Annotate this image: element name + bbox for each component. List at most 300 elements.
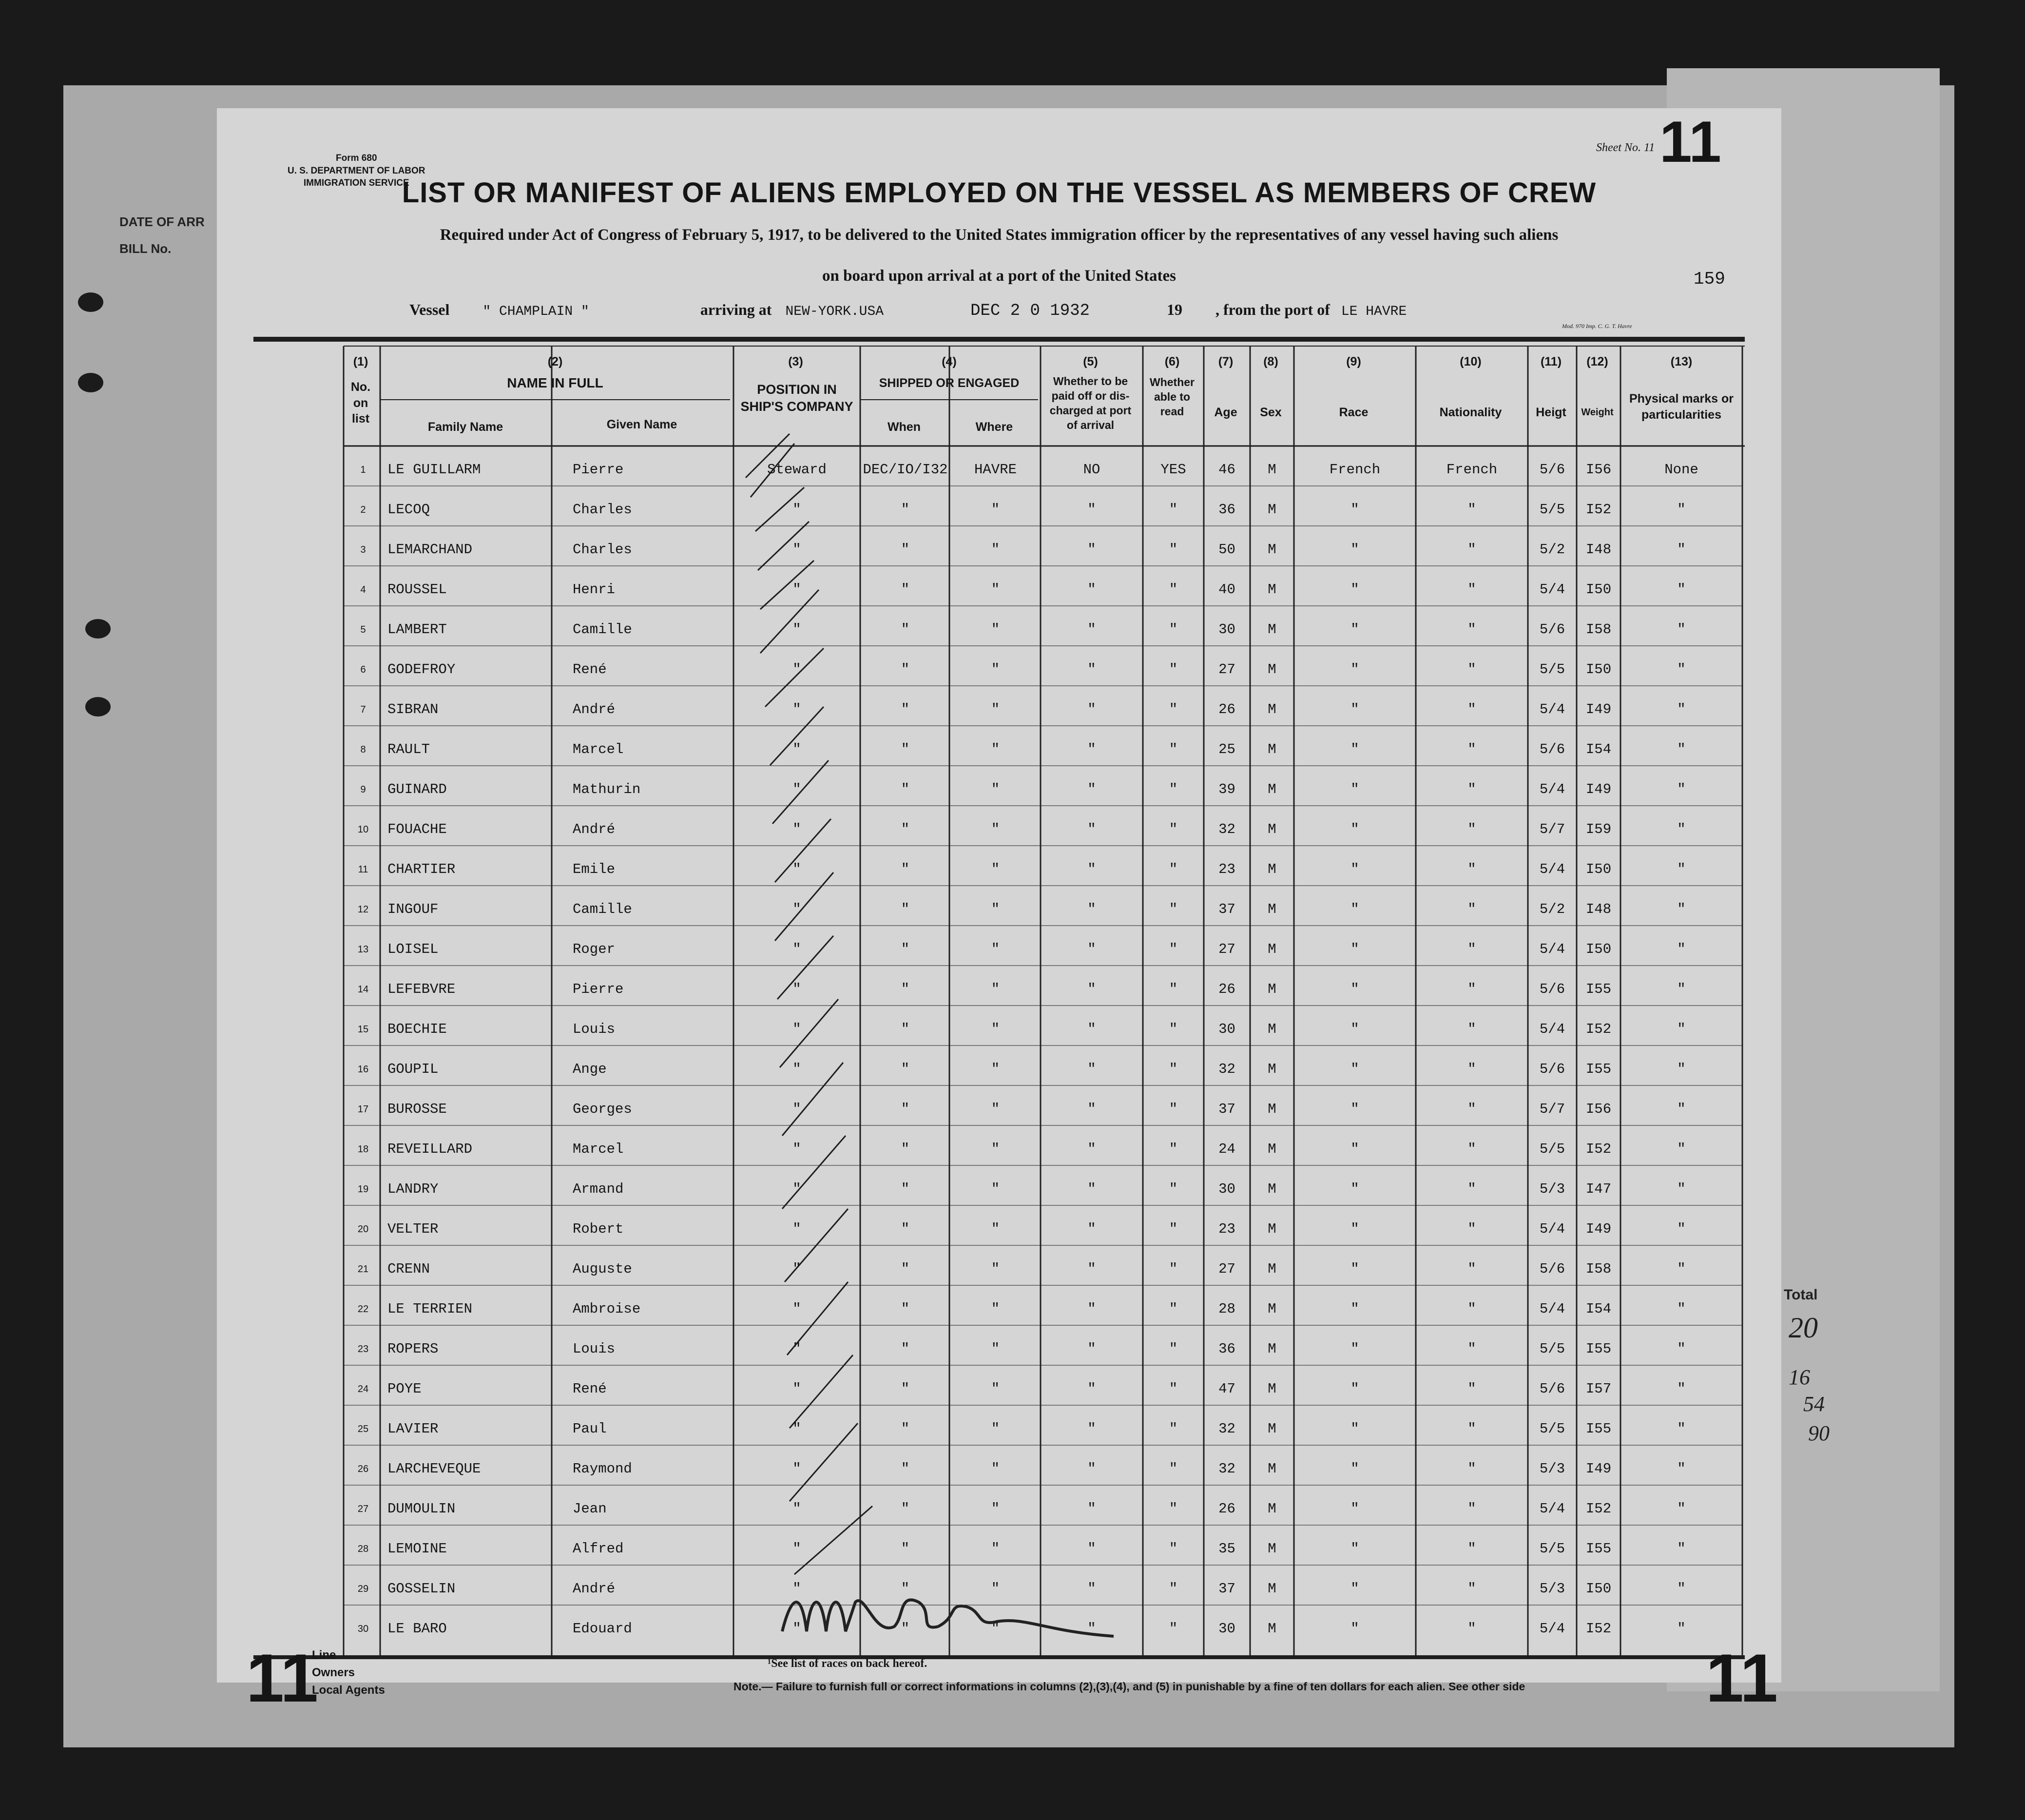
family-name: GOUPIL bbox=[387, 1061, 439, 1077]
col-11-number: (11) bbox=[1540, 355, 1562, 368]
nationality: " bbox=[1467, 1461, 1476, 1477]
age: 47 bbox=[1218, 1381, 1235, 1397]
given-name: Ange bbox=[573, 1061, 607, 1077]
given-name: Armand bbox=[573, 1181, 624, 1197]
weight: I56 bbox=[1585, 1101, 1612, 1117]
given-name: Louis bbox=[573, 1341, 616, 1357]
age: 23 bbox=[1218, 861, 1235, 877]
nationality: " bbox=[1467, 1181, 1476, 1197]
paid-off: " bbox=[1087, 1221, 1096, 1237]
weight: I50 bbox=[1585, 581, 1612, 598]
totals-label: Total bbox=[1784, 1287, 1818, 1303]
physical-marks: " bbox=[1677, 1061, 1686, 1077]
physical-marks: " bbox=[1677, 1301, 1686, 1317]
from-label: , from the port of bbox=[1215, 301, 1330, 318]
physical-marks: " bbox=[1677, 741, 1686, 757]
race: " bbox=[1350, 1341, 1359, 1357]
age: 40 bbox=[1218, 581, 1235, 598]
sex: M bbox=[1268, 701, 1276, 717]
shipped-when: " bbox=[901, 1501, 910, 1517]
races-note: ¹See list of races on back hereof. bbox=[768, 1657, 927, 1670]
row-number: 12 bbox=[357, 904, 369, 915]
weight: I57 bbox=[1585, 1381, 1612, 1397]
row-number: 17 bbox=[357, 1104, 369, 1115]
page-title: LIST OR MANIFEST OF ALIENS EMPLOYED ON THE VESSEL AS MEMBERS OF CREW bbox=[402, 177, 1597, 209]
row-number: 5 bbox=[360, 624, 366, 635]
nationality: " bbox=[1467, 1541, 1476, 1557]
shipped-when: " bbox=[901, 1381, 910, 1397]
given-name: Marcel bbox=[573, 741, 624, 757]
line-label: Line bbox=[312, 1648, 336, 1662]
date-stamp: DEC 2 0 1932 bbox=[970, 302, 1090, 320]
sex: M bbox=[1268, 542, 1276, 558]
age: 30 bbox=[1218, 1021, 1235, 1037]
nationality: " bbox=[1467, 1501, 1476, 1517]
paid-off: " bbox=[1087, 901, 1096, 917]
given-name: Georges bbox=[573, 1101, 632, 1117]
sex: M bbox=[1268, 1221, 1276, 1237]
position: " bbox=[792, 1341, 801, 1357]
family-name: GOSSELIN bbox=[387, 1581, 456, 1597]
row-number: 10 bbox=[357, 824, 369, 835]
given-name: Jean bbox=[573, 1501, 607, 1517]
nationality: " bbox=[1467, 1621, 1476, 1637]
nationality: " bbox=[1467, 1581, 1476, 1597]
age: 32 bbox=[1218, 1061, 1235, 1077]
shipped-where: " bbox=[991, 1341, 1000, 1357]
sex: M bbox=[1268, 861, 1276, 877]
height: 5/4 bbox=[1539, 1301, 1565, 1317]
weight: I52 bbox=[1585, 1501, 1612, 1517]
weight: I50 bbox=[1585, 861, 1612, 877]
row-number: 8 bbox=[360, 744, 366, 755]
race: " bbox=[1350, 861, 1359, 877]
shipped-when: " bbox=[901, 502, 910, 518]
paid-off: " bbox=[1087, 781, 1096, 797]
shipped-where: " bbox=[991, 781, 1000, 797]
weight: I52 bbox=[1585, 1141, 1612, 1157]
nationality: " bbox=[1467, 542, 1476, 558]
shipped-where: " bbox=[991, 1221, 1000, 1237]
age: 26 bbox=[1218, 981, 1235, 997]
sheet-number-bottom-right: 11 bbox=[1706, 1640, 1778, 1716]
col-2-number: (2) bbox=[547, 355, 563, 368]
family-name: LAMBERT bbox=[387, 621, 447, 638]
height: 5/4 bbox=[1539, 701, 1565, 717]
given-name: Alfred bbox=[573, 1541, 624, 1557]
position: " bbox=[792, 901, 801, 917]
family-name: FOUACHE bbox=[387, 821, 447, 837]
age: 39 bbox=[1218, 781, 1235, 797]
weight: I55 bbox=[1585, 1541, 1612, 1557]
able-to-read: " bbox=[1169, 1381, 1178, 1397]
binder-hole bbox=[85, 697, 111, 716]
position: " bbox=[792, 1461, 801, 1477]
given-name: René bbox=[573, 661, 607, 678]
shipped-when: " bbox=[901, 1341, 910, 1357]
position: " bbox=[792, 1181, 801, 1197]
nationality: " bbox=[1467, 581, 1476, 598]
shipped-when: " bbox=[901, 1141, 910, 1157]
row-number: 16 bbox=[357, 1064, 369, 1075]
col-6-header: Whether able to read bbox=[1150, 376, 1195, 418]
row-number: 21 bbox=[357, 1264, 369, 1275]
weight: I49 bbox=[1585, 781, 1612, 797]
sex: M bbox=[1268, 1461, 1276, 1477]
height: 5/7 bbox=[1539, 1101, 1565, 1117]
race: " bbox=[1350, 901, 1359, 917]
able-to-read: " bbox=[1169, 1141, 1178, 1157]
sex: M bbox=[1268, 661, 1276, 678]
age: 36 bbox=[1218, 502, 1235, 518]
shipped-when: " bbox=[901, 1021, 910, 1037]
shipped-where: " bbox=[991, 1501, 1000, 1517]
col-9-header: Race bbox=[1339, 406, 1369, 419]
age: 27 bbox=[1218, 661, 1235, 678]
vessel-name: " CHAMPLAIN " bbox=[482, 304, 589, 319]
family-name: LE BARO bbox=[387, 1621, 447, 1637]
shipped-where: " bbox=[991, 701, 1000, 717]
height: 5/5 bbox=[1539, 1341, 1565, 1357]
shipped-when: " bbox=[901, 901, 910, 917]
sheet-number: 11 bbox=[1643, 141, 1655, 154]
shipped-when: " bbox=[901, 621, 910, 638]
given-name: André bbox=[573, 821, 616, 837]
family-name: BUROSSE bbox=[387, 1101, 447, 1117]
shipped-when: " bbox=[901, 861, 910, 877]
row-number: 1 bbox=[360, 465, 366, 475]
height: 5/4 bbox=[1539, 1501, 1565, 1517]
col-11-header: Heigt bbox=[1536, 406, 1566, 419]
physical-marks: " bbox=[1677, 1221, 1686, 1237]
col-8-number: (8) bbox=[1263, 355, 1278, 368]
sex: M bbox=[1268, 1581, 1276, 1597]
col-4a-header: When bbox=[887, 420, 921, 434]
nationality: " bbox=[1467, 1421, 1476, 1437]
physical-marks: " bbox=[1677, 981, 1686, 997]
race: " bbox=[1350, 1541, 1359, 1557]
physical-marks: None bbox=[1664, 462, 1698, 478]
able-to-read: " bbox=[1169, 1221, 1178, 1237]
nationality: " bbox=[1467, 1021, 1476, 1037]
age: 30 bbox=[1218, 1621, 1235, 1637]
family-name: BOECHIE bbox=[387, 1021, 447, 1037]
weight: I52 bbox=[1585, 1621, 1612, 1637]
nationality: " bbox=[1467, 821, 1476, 837]
height: 5/6 bbox=[1539, 462, 1565, 478]
weight: I54 bbox=[1585, 1301, 1612, 1317]
shipped-when: " bbox=[901, 1421, 910, 1437]
family-name: REVEILLARD bbox=[387, 1141, 473, 1157]
sex: M bbox=[1268, 781, 1276, 797]
sex: M bbox=[1268, 1261, 1276, 1277]
weight: I50 bbox=[1585, 661, 1612, 678]
height: 5/6 bbox=[1539, 741, 1565, 757]
given-name: André bbox=[573, 701, 616, 717]
nationality: " bbox=[1467, 1261, 1476, 1277]
age: 32 bbox=[1218, 821, 1235, 837]
height: 5/4 bbox=[1539, 1621, 1565, 1637]
position: " bbox=[792, 1541, 801, 1557]
race: " bbox=[1350, 941, 1359, 957]
position: " bbox=[792, 1621, 801, 1637]
nationality: " bbox=[1467, 741, 1476, 757]
col-2-header: NAME IN FULL bbox=[507, 375, 603, 390]
signature bbox=[772, 1573, 1192, 1646]
vessel-line bbox=[409, 301, 1407, 320]
binder-hole bbox=[78, 373, 103, 392]
position: " bbox=[792, 1581, 801, 1597]
race: " bbox=[1350, 1501, 1359, 1517]
height: 5/4 bbox=[1539, 1021, 1565, 1037]
shipped-when: " bbox=[901, 701, 910, 717]
race: " bbox=[1350, 502, 1359, 518]
sex: M bbox=[1268, 741, 1276, 757]
age: 32 bbox=[1218, 1421, 1235, 1437]
paid-off: " bbox=[1087, 1541, 1096, 1557]
position: " bbox=[792, 1101, 801, 1117]
physical-marks: " bbox=[1677, 1581, 1686, 1597]
race: " bbox=[1350, 581, 1359, 598]
position: " bbox=[792, 502, 801, 518]
subtitle-line-1: Required under Act of Congress of February 5, 1917, to be delivered to the United States immigration officer by the representatives of any vessel having such aliens bbox=[440, 226, 1559, 244]
family-name: LECOQ bbox=[387, 502, 430, 518]
nationality: " bbox=[1467, 1301, 1476, 1317]
shipped-where: " bbox=[991, 821, 1000, 837]
weight: I54 bbox=[1585, 741, 1612, 757]
row-number: 13 bbox=[357, 944, 369, 955]
age: 28 bbox=[1218, 1301, 1235, 1317]
shipped-when: " bbox=[901, 542, 910, 558]
sex: M bbox=[1268, 581, 1276, 598]
given-name: Charles bbox=[573, 542, 632, 558]
physical-marks: " bbox=[1677, 1501, 1686, 1517]
bill-no-label: BILL No. bbox=[119, 241, 172, 256]
weight: I55 bbox=[1585, 1061, 1612, 1077]
age: 35 bbox=[1218, 1541, 1235, 1557]
nationality: " bbox=[1467, 1341, 1476, 1357]
col-2b-header: Given Name bbox=[606, 418, 677, 431]
height: 5/5 bbox=[1539, 502, 1565, 518]
position: " bbox=[792, 1261, 801, 1277]
row-number: 19 bbox=[357, 1184, 369, 1195]
paid-off: " bbox=[1087, 941, 1096, 957]
paid-off: " bbox=[1087, 1141, 1096, 1157]
paid-off: " bbox=[1087, 1461, 1096, 1477]
shipped-where: " bbox=[991, 542, 1000, 558]
given-name: Edouard bbox=[573, 1621, 632, 1637]
age: 24 bbox=[1218, 1141, 1235, 1157]
nationality: French bbox=[1446, 462, 1498, 478]
race: " bbox=[1350, 1461, 1359, 1477]
age: 26 bbox=[1218, 701, 1235, 717]
given-name: Camille bbox=[573, 901, 632, 917]
able-to-read: " bbox=[1169, 621, 1178, 638]
row-number: 18 bbox=[357, 1144, 369, 1155]
shipped-where: " bbox=[991, 861, 1000, 877]
physical-marks: " bbox=[1677, 1421, 1686, 1437]
shipped-when: DEC/IO/I32 bbox=[863, 462, 948, 478]
weight: I55 bbox=[1585, 1341, 1612, 1357]
arriving-label: arriving at bbox=[700, 301, 772, 318]
sheet-number-large: 11 bbox=[1659, 109, 1721, 174]
race: " bbox=[1350, 1421, 1359, 1437]
able-to-read: " bbox=[1169, 502, 1178, 518]
col-6-number: (6) bbox=[1164, 355, 1180, 368]
family-name: LE GUILLARM bbox=[387, 462, 481, 478]
paid-off: NO bbox=[1083, 462, 1100, 478]
nationality: " bbox=[1467, 661, 1476, 678]
sex: M bbox=[1268, 1541, 1276, 1557]
physical-marks: " bbox=[1677, 781, 1686, 797]
paid-off: " bbox=[1087, 1621, 1096, 1637]
local-agents-label: Local Agents bbox=[312, 1684, 385, 1697]
sheet-number-bottom-left: 11 bbox=[246, 1640, 318, 1716]
height: 5/3 bbox=[1539, 1181, 1565, 1197]
col-1-header: No. on list bbox=[350, 380, 371, 426]
shipped-when: " bbox=[901, 1181, 910, 1197]
position: " bbox=[792, 1421, 801, 1437]
nationality: " bbox=[1467, 901, 1476, 917]
shipped-when: " bbox=[901, 1461, 910, 1477]
shipped-when: " bbox=[901, 1061, 910, 1077]
shipped-where: " bbox=[991, 502, 1000, 518]
race: " bbox=[1350, 1101, 1359, 1117]
shipped-where: " bbox=[991, 621, 1000, 638]
position: " bbox=[792, 621, 801, 638]
position: " bbox=[792, 661, 801, 678]
nationality: " bbox=[1467, 781, 1476, 797]
departure-port: LE HAVRE bbox=[1341, 304, 1407, 319]
paid-off: " bbox=[1087, 861, 1096, 877]
able-to-read: " bbox=[1169, 1421, 1178, 1437]
shipped-where: " bbox=[991, 1421, 1000, 1437]
given-name: Pierre bbox=[573, 981, 624, 997]
given-name: Paul bbox=[573, 1421, 607, 1437]
height: 5/5 bbox=[1539, 1141, 1565, 1157]
position: " bbox=[792, 1501, 801, 1517]
row-number: 11 bbox=[358, 864, 368, 875]
able-to-read: " bbox=[1169, 1061, 1178, 1077]
position: " bbox=[792, 941, 801, 957]
age: 27 bbox=[1218, 941, 1235, 957]
shipped-where: " bbox=[991, 941, 1000, 957]
col-10-header: Nationality bbox=[1439, 406, 1502, 419]
service: IMMIGRATION SERVICE bbox=[303, 178, 409, 189]
shipped-when: " bbox=[901, 821, 910, 837]
date-of-arrival-label: DATE OF ARR bbox=[119, 214, 205, 229]
able-to-read: " bbox=[1169, 1621, 1178, 1637]
weight: I56 bbox=[1585, 462, 1612, 478]
race: " bbox=[1350, 1261, 1359, 1277]
sex: M bbox=[1268, 821, 1276, 837]
paid-off: " bbox=[1087, 1061, 1096, 1077]
sex: M bbox=[1268, 1421, 1276, 1437]
shipped-where: " bbox=[991, 1261, 1000, 1277]
nationality: " bbox=[1467, 861, 1476, 877]
given-name: Ambroise bbox=[573, 1301, 641, 1317]
able-to-read: " bbox=[1169, 981, 1178, 997]
col-9-number: (9) bbox=[1346, 355, 1361, 368]
nationality: " bbox=[1467, 1101, 1476, 1117]
family-name: SIBRAN bbox=[387, 701, 439, 717]
weight: I58 bbox=[1585, 621, 1612, 638]
shipped-where: " bbox=[991, 1061, 1000, 1077]
able-to-read: " bbox=[1169, 1021, 1178, 1037]
able-to-read: " bbox=[1169, 821, 1178, 837]
shipped-where: HAVRE bbox=[974, 462, 1017, 478]
physical-marks: " bbox=[1677, 1461, 1686, 1477]
able-to-read: " bbox=[1169, 901, 1178, 917]
department: U. S. DEPARTMENT OF LABOR bbox=[288, 165, 425, 176]
race: " bbox=[1350, 1621, 1359, 1637]
shipped-where: " bbox=[991, 1141, 1000, 1157]
race: " bbox=[1350, 1581, 1359, 1597]
page-number: 159 bbox=[1694, 269, 1725, 289]
row-number: 4 bbox=[360, 584, 366, 595]
age: 37 bbox=[1218, 1581, 1235, 1597]
shipped-where: " bbox=[991, 1581, 1000, 1597]
paid-off: " bbox=[1087, 1381, 1096, 1397]
family-name: ROPERS bbox=[387, 1341, 439, 1357]
position: " bbox=[792, 1381, 801, 1397]
physical-marks: " bbox=[1677, 1381, 1686, 1397]
able-to-read: " bbox=[1169, 701, 1178, 717]
given-name: André bbox=[573, 1581, 616, 1597]
shipped-when: " bbox=[901, 781, 910, 797]
row-number: 30 bbox=[357, 1624, 369, 1634]
height: 5/6 bbox=[1539, 981, 1565, 997]
weight: I55 bbox=[1585, 1421, 1612, 1437]
sheet-label: Sheet No. 11 bbox=[1596, 141, 1655, 154]
physical-marks: " bbox=[1677, 901, 1686, 917]
race: " bbox=[1350, 1301, 1359, 1317]
row-number: 20 bbox=[357, 1224, 369, 1235]
race: French bbox=[1329, 462, 1381, 478]
height: 5/4 bbox=[1539, 941, 1565, 957]
able-to-read: " bbox=[1169, 1461, 1178, 1477]
sex: M bbox=[1268, 1021, 1276, 1037]
age: 23 bbox=[1218, 1221, 1235, 1237]
race: " bbox=[1350, 741, 1359, 757]
nationality: " bbox=[1467, 1061, 1476, 1077]
position: " bbox=[792, 781, 801, 797]
race: " bbox=[1350, 1141, 1359, 1157]
physical-marks: " bbox=[1677, 861, 1686, 877]
given-name: Roger bbox=[573, 941, 616, 957]
race: " bbox=[1350, 1181, 1359, 1197]
able-to-read: " bbox=[1169, 1261, 1178, 1277]
nationality: " bbox=[1467, 941, 1476, 957]
weight: I52 bbox=[1585, 502, 1612, 518]
shipped-when: " bbox=[901, 1621, 910, 1637]
physical-marks: " bbox=[1677, 661, 1686, 678]
given-name: Henri bbox=[573, 581, 616, 598]
height: 5/4 bbox=[1539, 1221, 1565, 1237]
row-number: 22 bbox=[357, 1304, 369, 1315]
height: 5/6 bbox=[1539, 1381, 1565, 1397]
sex: M bbox=[1268, 1621, 1276, 1637]
shipped-where: " bbox=[991, 661, 1000, 678]
nationality: " bbox=[1467, 1381, 1476, 1397]
physical-marks: " bbox=[1677, 1141, 1686, 1157]
shipped-where: " bbox=[991, 1541, 1000, 1557]
able-to-read: " bbox=[1169, 542, 1178, 558]
height: 5/4 bbox=[1539, 581, 1565, 598]
physical-marks: " bbox=[1677, 1621, 1686, 1637]
age: 37 bbox=[1218, 901, 1235, 917]
shipped-where: " bbox=[991, 1461, 1000, 1477]
